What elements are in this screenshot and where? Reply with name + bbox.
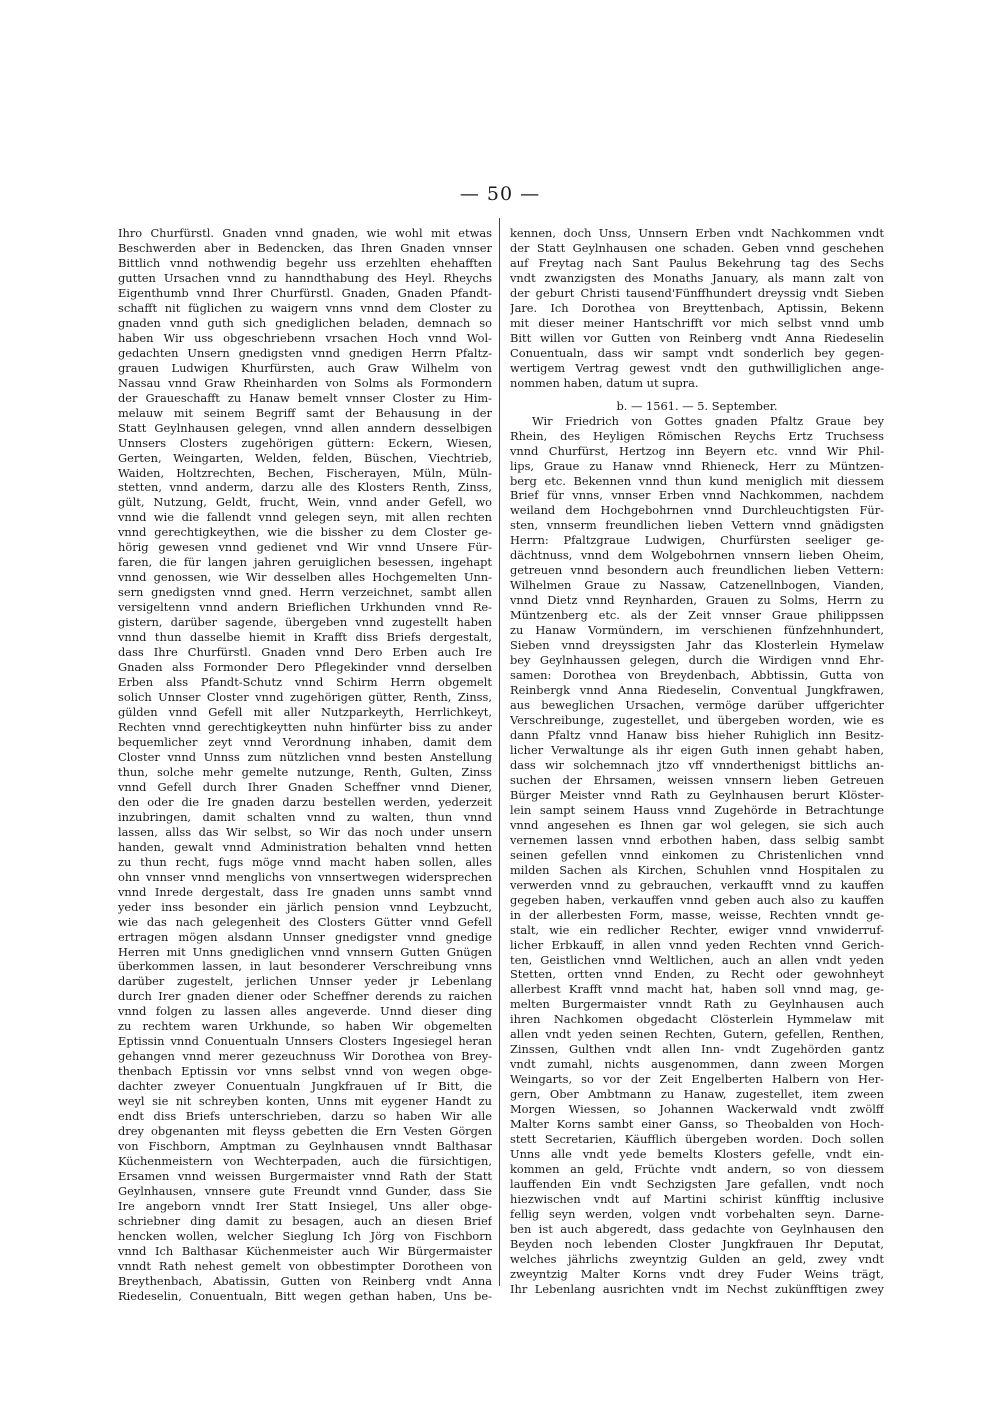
paragraph-gap (510, 391, 884, 399)
column-divider (499, 218, 500, 1286)
text-line: zu rechtem waren Urkhunde, so haben Wir obgemelten (118, 1019, 492, 1034)
text-line: Reinbergk vnnd Anna Riedeselin, Conventual Jungkfrawen, (510, 683, 884, 698)
text-line: vnnd angesehen es Ihnen gar wol gelegen, sie sich auch (510, 817, 884, 832)
text-line: Herren mit Unns gnediglichen vnnd vnnsern Gutten Gnügen (118, 944, 492, 959)
text-line: licher Erbkauff, in allen vnnd yeden Rechten vnnd Gerich- (510, 937, 884, 952)
text-line: samen: Dorothea von Breydenbach, Abbtissin, Gutta von (510, 668, 884, 683)
text-line: Malter Korns sambt einer Ganss, so Theobalden von Hoch- (510, 1117, 884, 1132)
text-line: wertigem Vertrag gewest vndt den guthwilliglichen ange- (510, 360, 884, 375)
text-line: gistern, darüber sagende, übergeben vnnd zugestellt haben (118, 615, 492, 630)
text-line: durch Irer gnaden diener oder Scheffner derends zu raichen (118, 989, 492, 1004)
text-line: lauffenden Ein vndt Sechzigsten Jare gefallen, vndt noch (510, 1177, 884, 1192)
text-line: verwerden vnnd zu gebrauchen, verkaufft vnnd zu kauffen (510, 877, 884, 892)
text-line: allen vndt yeden seinen Rechten, Gutern, gefellen, Renthen, (510, 1027, 884, 1042)
text-line: vnndt Rath nehest gemelt von obbestimpter Dorotheen von (118, 1258, 492, 1273)
text-line: Morgen Wiessen, so Johannen Wackerwald vndt zwölff (510, 1102, 884, 1117)
page-number: — 50 — (459, 183, 541, 205)
text-line: Gnaden alss Formonder Dero Pflegekinder vnnd derselben (118, 660, 492, 675)
text-line: Beschwerden aber in Bedencken, das Ihren Gnaden vnnser (118, 240, 492, 255)
text-line: Müntzenberg etc. als der Zeit vnnser Graue philippssen (510, 608, 884, 623)
text-line: hörig gewesen vnnd gedienet vnd Wir vnnd Unsere Für- (118, 540, 492, 555)
text-line: überkommen lassen, in laut besonderer Verschreibung vnns (118, 959, 492, 974)
text-line: gnaden vnnd guth sich gnediglichen beladen, demnach so (118, 315, 492, 330)
text-line: Eigenthumb vnnd Ihrer Churfürstl. Gnaden, Gnaden Pfandt- (118, 285, 492, 300)
text-line: darüber zugestelt, jerlichen Unnser yeder jr Lebenlang (118, 974, 492, 989)
text-line: vnnd wie die fallendt vnnd gelegen seyn, mit allen rechten (118, 510, 492, 525)
text-line: Jare. Ich Dorothea von Breyttenbach, Aptissin, Bekenn (510, 300, 884, 315)
text-line: hencken wollen, welcher Sieglung Ich Jörg von Fischborn (118, 1228, 492, 1243)
text-line: lein sampt seinem Hauss vnnd Zugehörde in Betrachtunge (510, 802, 884, 817)
text-line: ben ist auch abgeredt, dass gedachte von Geylnhausen den (510, 1221, 884, 1236)
text-line: Brief für vnns, vnnser Erben vnnd Nachkommen, nachdem (510, 488, 884, 503)
text-line: der Statt Geylnhausen one schaden. Geben vnnd geschehen (510, 240, 884, 255)
text-line: Statt Geylnhausen gelegen, vnnd allen anndern desselbigen (118, 420, 492, 435)
text-line: Zinssen, Gulthen vndt allen Inn- vndt Zugehörden gantz (510, 1042, 884, 1057)
text-line: welches jährlichs zweyntzig Gulden an geld, zwey vndt (510, 1251, 884, 1266)
text-line: hiezwischen vndt auf Martini schirist künfftig inclusive (510, 1192, 884, 1206)
text-line: gegeben haben, verkauffen vnnd geben auch also zu kauffen (510, 892, 884, 907)
text-line: milden Sachen als Kirchen, Schuhlen vnnd Hospitalen zu (510, 862, 884, 877)
text-line: gült, Nutzung, Geldt, frucht, Wein, vnnd ander Gefell, wo (118, 495, 492, 510)
text-line: faren, die für langen jahren geruiglichen besessen, ingehapt (118, 555, 492, 570)
text-line: in der allerbesten Form, masse, weisse, Rechten vnndt ge- (510, 907, 884, 922)
text-line: kommen an geld, Früchte vndt andern, so von diessem (510, 1162, 884, 1177)
text-line: Nassau vnnd Graw Rheinharden von Solms als Formondern (118, 375, 492, 390)
text-line: stalt, wie ein redlicher Rechter, ewiger vnnd vnwiderruf- (510, 922, 884, 937)
text-line: endt diss Briefs unterschrieben, darzu so haben Wir alle (118, 1109, 492, 1124)
text-line: Beyden noch lebenden Closter Jungkfrauen Ihr Deputat, (510, 1236, 884, 1251)
text-line: der Graueschafft zu Hanaw bemelt vnnser Closter zu Him- (118, 390, 492, 405)
text-line: vnnd Churfürst, Hertzog inn Beyern etc. vnnd Wir Phil- (510, 443, 884, 458)
right-column (510, 226, 884, 1297)
text-line: ertragen mögen alsdann Unnser gnedigster vnnd gnedige (118, 929, 492, 944)
text-line: ihren Nachkomen obgedacht Clösterlein Hymmelaw mit (510, 1012, 884, 1027)
text-line: Breythenbach, Abatissin, Gutten von Reinberg vndt Anna (118, 1273, 492, 1288)
text-line: haben Wir uss obgeschriebenn vrsachen Hoch vnnd Wol- (118, 330, 492, 345)
text-line: Rechten vnnd gerechtigkeytten nuhn hinfürter biss zu ander (118, 719, 492, 734)
text-line: Unns alle vndt yede bemelts Klosters gefelle, vndt ein- (510, 1147, 884, 1162)
text-line: dächtnuss, vnnd dem Wolgebohrnen vnnsern lieben Oheim, (510, 548, 884, 563)
text-line: sten, vnnserm freundlichen lieben Vettern vnnd gnädigsten (510, 518, 884, 533)
text-line: Ersamen vnnd weissen Burgermaister vnnd Rath der Statt (118, 1169, 492, 1184)
text-line: vnnd thun dasselbe hiemit in Krafft diss Briefs dergestalt, (118, 630, 492, 645)
text-line: Stetten, ortten vnnd Enden, zu Recht oder gewohnheyt (510, 967, 884, 982)
text-line: Eptissin vnnd Conuentualn Unnsers Closters Ingesiegel heran (118, 1034, 492, 1049)
text-line: lips, Graue zu Hanaw vnnd Rhieneck, Herr zu Müntzen- (510, 458, 884, 473)
text-line: suchen der Ehrsamen, weissen vnnsern lieben Getreuen (510, 772, 884, 787)
text-line: vndt zwanzigsten des Monaths January, als mann zalt von (510, 270, 884, 285)
text-line: Bitt willen vor Gutten von Reinberg vndt Anna Riedeselin (510, 330, 884, 345)
text-line: Wilhelmen Graue zu Nassaw, Catzenellnbogen, Vianden, (510, 578, 884, 593)
text-line: Closter vnnd Unnss zum nützlichen vnnd besten Anstellung (118, 749, 492, 764)
text-line: Herrn: Pfaltzgraue Ludwigen, Churfürsten seeliger ge- (510, 533, 884, 548)
text-line: gutten Ursachen vnnd zu hanndthabung des Heyl. Rheychs (118, 270, 492, 285)
text-line: dachter zweyer Conuentualn Jungkfrauen uf Ir Bitt, die (118, 1079, 492, 1094)
text-line: bey Geylnhaussen gelegen, durch die Wirdigen vnnd Ehr- (510, 653, 884, 668)
text-line: Conuentualn, dass wir sampt vndt sonderlich bey gegen- (510, 345, 884, 360)
text-line: vernemen lassen vnnd erbothen haben, dass selbig sambt (510, 832, 884, 847)
text-line: stett Secretarien, Käufflich übergeben worden. Doch sollen (510, 1132, 884, 1147)
text-line: kennen, doch Unss, Unnsern Erben vndt Nachkommen vndt (510, 226, 884, 240)
text-line: yeder inss besonder ein järlich pension vnnd Leybzucht, (118, 899, 492, 914)
left-column (118, 226, 492, 1304)
text-line: ten, Geistlichen vnnd Weltlichen, auch an allen vndt yeden (510, 952, 884, 967)
text-line: vnnd Ich Balthasar Küchenmeister auch Wir Bürgermaister (118, 1243, 492, 1258)
text-line: handen, gewalt vnnd Administration behalten vnnd hetten (118, 839, 492, 854)
text-line: Bürger Meister vnnd Rath zu Geylnhausen berurt Klöster- (510, 787, 884, 802)
text-line: thun, solche mehr gemelte nutzunge, Renth, Gulten, Zinss (118, 764, 492, 779)
text-line: Ihro Churfürstl. Gnaden vnnd gnaden, wie wohl mit etwas (118, 226, 492, 240)
text-line: sern gnedigsten vnnd gned. Herrn verzeichnet, sambt allen (118, 585, 492, 600)
text-line: Sieben vnnd dreyssigsten Jahr das Klosterlein Hymelaw (510, 638, 884, 653)
text-line: dass Ihre Churfürstl. Gnaden vnnd Dero Erben auch Ire (118, 645, 492, 660)
text-line: vnnd Dietz vnnd Reynharden, Grauen zu Solms, Herrn zu (510, 593, 884, 608)
text-line: gülden vnnd Gefell mit aller Nutzparkeyth, Herrlichkeyt, (118, 705, 492, 719)
text-line: zu Hanaw Vormündern, im verschienen fünfzehnhundert, (510, 623, 884, 638)
text-line: Waiden, Holtzrechten, Bechen, Fischerayen, Müln, Müln- (118, 465, 492, 480)
text-line: b. — 1561. — 5. September. (616, 398, 778, 413)
text-line: Verschreibunge, zugestellet, und übergeben worden, wie es (510, 713, 884, 727)
text-line: solich Unnser Closter vnnd zugehörigen gütter, Renth, Zinss, (118, 690, 492, 705)
text-line: zweyntzig Malter Korns vndt drey Fuder Weins trägt, (510, 1266, 884, 1281)
text-line: versigeltenn vnnd andern Brieflichen Urkhunden vnnd Re- (118, 600, 492, 615)
text-line: drey obgenanten mit fleyss gebetten die Ern Vesten Görgen (118, 1124, 492, 1139)
text-line: weiland dem Hochgebohrnen vnnd Durchleuchtigsten Für- (510, 503, 884, 518)
text-line: getreuen vnnd besondern auch freundlichen lieben Vettern: (510, 563, 884, 578)
text-line: schafft nit füglichen zu waigern vnns vnnd dem Closter zu (118, 300, 492, 315)
text-line: vnnd gerechtigkeythen, wie die bissher zu dem Closter ge- (118, 525, 492, 540)
text-line: von Fischborn, Amptman zu Geylnhausen vnndt Balthasar (118, 1139, 492, 1154)
text-line: Riedeselin, Conuentualn, Bitt wegen gethan haben, Uns be- (118, 1288, 492, 1303)
text-line: nommen haben, datum ut supra. (510, 375, 699, 390)
text-line: Geylnhausen, vnnsere gute Freundt vnnd Gunder, dass Sie (118, 1184, 492, 1198)
text-line: vnnd genossen, wie Wir desselben alles Hochgemelten Unn- (118, 570, 492, 585)
text-line: Unnsers Closters zugehörigen güttern: Eckern, Wiesen, (118, 435, 492, 450)
text-line: melten Burgermaister vnndt Rath zu Geylnhausen auch (510, 997, 884, 1012)
text-line: grauen Ludwigen Khurfürsten, auch Graw Wilhelm von (118, 360, 492, 375)
text-line: dann Pfaltz vnnd Hanaw biss hieher Ruhiglich inn Besitz- (510, 727, 884, 742)
text-line: aus beweglichen Ursachen, vermöge darüber uffgerichter (510, 698, 884, 713)
text-line: weyl sie nit schreyben konten, Unns mit eygener Handt zu (118, 1094, 492, 1109)
text-line: vnnd Inrede dergestalt, dass Ire gnaden unns sambt vnnd (118, 884, 492, 899)
text-line: berg etc. Bekennen vnnd thun kund meniglich mit diessem (510, 473, 884, 488)
text-line: vnnd folgen zu lassen alles angeverde. Unnd dieser ding (118, 1004, 492, 1019)
text-line: der geburt Christi tausend'Fünffhundert dreyssig vndt Sieben (510, 285, 884, 300)
text-line: bequemlicher zeyt vnnd Verordnung inhaben, damit dem (118, 734, 492, 749)
text-line: lassen, allss das Wir selbst, so Wir das noch under unsern (118, 824, 492, 839)
text-line: Gerten, Weingarten, Welden, felden, Büschen, Viechtrieb, (118, 450, 492, 465)
text-line: zu thun recht, fugs möge vnnd macht haben sollen, alles (118, 854, 492, 869)
text-line: dass wir solchemnach jtzo vff vnnderthenigst bittlichs an- (510, 757, 884, 772)
text-line: wie das nach gelegenheit des Closters Gütter vnnd Gefell (118, 914, 492, 929)
text-line: stetten, vnnd anderm, darzu alle des Klosters Renth, Zinss, (118, 480, 492, 495)
text-line: ohn vnnser vnnd menglichs von vnnsertwegen widersprechen (118, 869, 492, 884)
text-line: vnnd Gefell durch Ihrer Gnaden Scheffner vnnd Diener, (118, 779, 492, 794)
text-line: allerbest Krafft vnnd macht hat, haben soll vnnd mag, ge- (510, 982, 884, 997)
text-line: vndt zumahl, nichts ausgenommen, dann zween Morgen (510, 1057, 884, 1072)
text-line: Ire angeborn vnndt Irer Statt Insiegel, Uns aller obge- (118, 1198, 492, 1213)
text-line: mit dieser meiner Hantschrifft vor mich selbst vnnd umb (510, 315, 884, 330)
text-line: gern, Ober Ambtmann zu Hanaw, zugestellet, item zween (510, 1087, 884, 1102)
text-line: gehangen vnnd merer gezeuchnuss Wir Dorothea von Brey- (118, 1049, 492, 1064)
text-line: melauw mit seinem Begriff samt der Behausung in der (118, 405, 492, 420)
text-line: Ihr Lebenlang ausrichten vndt im Nechst zukünfftigen zwey (510, 1281, 884, 1296)
text-line: Küchenmeistern von Wechterpaden, auch die fürsichtigen, (118, 1154, 492, 1169)
text-line: seinen gefellen vnnd einkomen zu Christenlichen vnnd (510, 847, 884, 862)
text-line: gedachten Unsern gnedigsten vnnd gnedigen Herrn Pfaltz- (118, 345, 492, 360)
text-line: schriebner ding damit zu besagen, auch an diesen Brief (118, 1213, 492, 1228)
text-line: Rhein, des Heyligen Römischen Reychs Ertz Truchsess (510, 428, 884, 443)
text-line: thenbach Eptissin vor vnns selbst vnnd von wegen obge- (118, 1064, 492, 1079)
text-line: Erben alss Pfandt-Schutz vnnd Schirm Herrn obgemelt (118, 675, 492, 690)
text-line: licher Verwaltunge als ihr eigen Guth innen gehabt haben, (510, 742, 884, 757)
text-line: fellig seyn werden, volgen vndt vorbehalten seyn. Darne- (510, 1206, 884, 1221)
text-line: Wir Friedrich von Gottes gnaden Pfaltz Graue bey (532, 413, 884, 428)
text-line: inzubringen, damit schalten vnnd zu walten, thun vnnd (118, 809, 492, 824)
text-line: Weingarts, so vor der Zeit Engelberten Halbern von Her- (510, 1072, 884, 1087)
text-line: Bittlich vnnd nothwendig begehr uss erzehlten ehehafften (118, 255, 492, 270)
text-line: den oder die Ire gnaden darzu bestellen werden, yederzeit (118, 794, 492, 809)
text-line: auf Freytag nach Sant Paulus Bekehrung tag des Sechs (510, 255, 884, 270)
